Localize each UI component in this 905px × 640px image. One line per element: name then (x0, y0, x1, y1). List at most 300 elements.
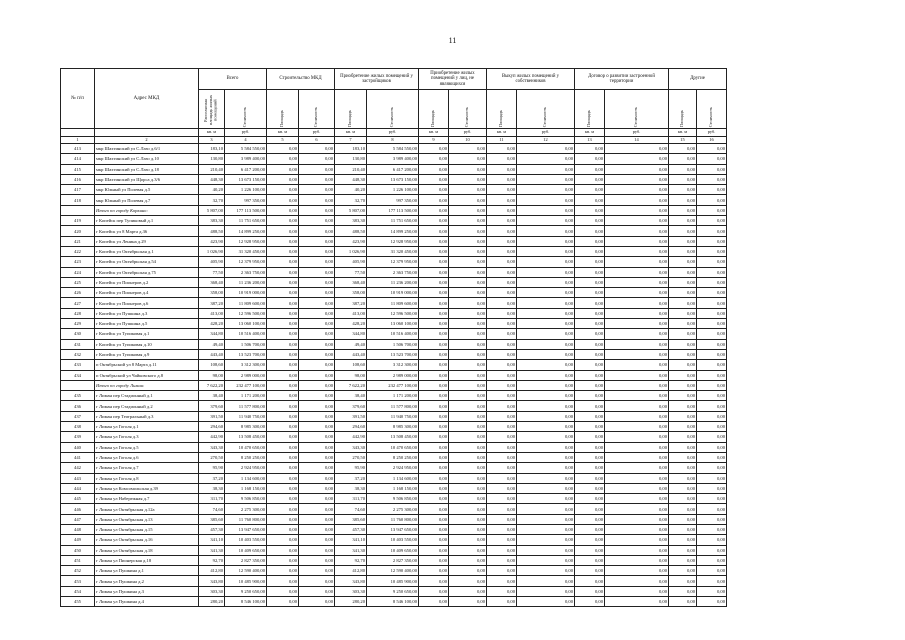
misc-cost: 0,00 (697, 246, 727, 256)
row-number: 451 (61, 555, 95, 565)
row-address: г Лиман ул Октябрьская д.12а (95, 504, 199, 514)
header-sub-label: Стоимость (313, 106, 319, 127)
other-persons-cost: 0,00 (449, 308, 487, 318)
other-persons-area: 0,00 (419, 524, 449, 534)
misc-cost: 0,00 (697, 422, 727, 432)
development-cost: 0,00 (605, 144, 669, 154)
buyout-area: 0,00 (487, 514, 517, 524)
other-persons-cost: 0,00 (449, 411, 487, 421)
other-persons-cost: 0,00 (449, 597, 487, 607)
buyout-cost: 0,00 (517, 586, 575, 596)
construction-area: 0,00 (267, 514, 299, 524)
development-area: 0,00 (575, 185, 605, 195)
buyout-area: 0,00 (487, 205, 517, 215)
row-address: г Копейск ул Пионеров д.6 (95, 298, 199, 308)
other-persons-area: 0,00 (419, 597, 449, 607)
construction-cost: 0,00 (299, 216, 335, 226)
buyout-area: 0,00 (487, 524, 517, 534)
development-cost: 0,00 (605, 205, 669, 215)
row-address: г Копейск ул Октябрьская д.75 (95, 267, 199, 277)
construction-cost: 0,00 (299, 432, 335, 442)
buyout-area: 0,00 (487, 535, 517, 545)
other-persons-cost: 0,00 (449, 555, 487, 565)
total-cost: 232 477 100,00 (225, 380, 267, 390)
buyout-cost: 0,00 (517, 504, 575, 514)
total-cost: 10 470 650,00 (225, 442, 267, 452)
buyout-area: 0,00 (487, 267, 517, 277)
other-persons-area: 0,00 (419, 463, 449, 473)
developer-area: 98,00 (335, 370, 367, 380)
table-row (61, 164, 727, 174)
misc-cost: 0,00 (697, 597, 727, 607)
construction-area: 0,00 (267, 494, 299, 504)
misc-cost: 0,00 (697, 545, 727, 555)
construction-area: 0,00 (267, 504, 299, 514)
developer-cost: 13 508 450,00 (367, 432, 419, 442)
row-number: 431 (61, 339, 95, 349)
header-group-4: Выкуп жилых помещений у собственников (487, 69, 575, 90)
developer-area: 95,90 (335, 463, 367, 473)
row-address: г Лиман ул Пушкина д.4 (95, 597, 199, 607)
total-area: 270,50 (199, 452, 225, 462)
table-row (61, 576, 727, 586)
row-number: 438 (61, 422, 95, 432)
other-persons-area: 0,00 (419, 401, 449, 411)
table-row (61, 566, 727, 576)
development-cost: 0,00 (605, 288, 669, 298)
header-sub-label: Расселяемая площадь жилых помещений (203, 94, 218, 126)
index-cell: 5 (267, 137, 299, 144)
buyout-area: 0,00 (487, 422, 517, 432)
development-cost: 0,00 (605, 545, 669, 555)
other-persons-area: 0,00 (419, 144, 449, 154)
misc-cost: 0,00 (697, 586, 727, 596)
development-cost: 0,00 (605, 422, 669, 432)
table-row (61, 246, 727, 256)
header-num: № п/п (61, 69, 95, 129)
developer-cost: 13 060 100,00 (367, 319, 419, 329)
development-area: 0,00 (575, 555, 605, 565)
developer-area: 344,80 (335, 329, 367, 339)
construction-area: 0,00 (267, 483, 299, 493)
row-number: 422 (61, 246, 95, 256)
developer-cost: 10 409 650,00 (367, 545, 419, 555)
row-number: 436 (61, 401, 95, 411)
construction-cost: 0,00 (299, 494, 335, 504)
misc-area: 0,00 (669, 452, 697, 462)
buyout-area: 0,00 (487, 411, 517, 421)
table-row (61, 319, 727, 329)
other-persons-cost: 0,00 (449, 257, 487, 267)
misc-area: 0,00 (669, 154, 697, 164)
header-sub-7 (449, 90, 487, 129)
misc-area: 0,00 (669, 360, 697, 370)
total-area: 98,00 (199, 370, 225, 380)
construction-cost: 0,00 (299, 504, 335, 514)
row-address: г Копейск ул Тупиковая д.10 (95, 339, 199, 349)
index-cell: 15 (669, 137, 697, 144)
buyout-area: 0,00 (487, 545, 517, 555)
construction-area: 0,00 (267, 267, 299, 277)
developer-area: 488,50 (335, 226, 367, 236)
developer-area: 368,40 (335, 277, 367, 287)
development-cost: 0,00 (605, 535, 669, 545)
buyout-cost: 0,00 (517, 411, 575, 421)
construction-cost: 0,00 (299, 452, 335, 462)
total-area: 210,40 (199, 164, 225, 174)
row-number: 446 (61, 504, 95, 514)
developer-cost: 997 350,00 (367, 195, 419, 205)
row-number: 417 (61, 185, 95, 195)
construction-cost: 0,00 (299, 154, 335, 164)
table-row (61, 339, 727, 349)
total-area: 49,40 (199, 339, 225, 349)
misc-area: 0,00 (669, 185, 697, 195)
misc-cost: 0,00 (697, 174, 727, 184)
row-number: 413 (61, 144, 95, 154)
row-number: 430 (61, 329, 95, 339)
row-address: Итого по городу Коркино: (95, 205, 199, 215)
row-address: г Лиман ул Гоголя д.6 (95, 452, 199, 462)
header-sub-label: Стоимость (542, 106, 548, 127)
buyout-cost: 0,00 (517, 349, 575, 359)
development-area: 0,00 (575, 308, 605, 318)
construction-cost: 0,00 (299, 319, 335, 329)
developer-area: 358,00 (335, 288, 367, 298)
misc-area: 0,00 (669, 288, 697, 298)
development-cost: 0,00 (605, 380, 669, 390)
misc-area: 0,00 (669, 494, 697, 504)
table-row (61, 463, 727, 473)
buyout-cost: 0,00 (517, 195, 575, 205)
other-persons-cost: 0,00 (449, 545, 487, 555)
row-number: 444 (61, 483, 95, 493)
misc-cost: 0,00 (697, 463, 727, 473)
row-address: г Копейск ул Октябрьская д.1 (95, 246, 199, 256)
misc-cost: 0,00 (697, 432, 727, 442)
development-area: 0,00 (575, 370, 605, 380)
other-persons-area: 0,00 (419, 329, 449, 339)
buyout-area: 0,00 (487, 288, 517, 298)
construction-area: 0,00 (267, 236, 299, 246)
other-persons-cost: 0,00 (449, 535, 487, 545)
total-area: 77,50 (199, 267, 225, 277)
header-sub-12 (669, 90, 697, 129)
construction-cost: 0,00 (299, 463, 335, 473)
other-persons-area: 0,00 (419, 154, 449, 164)
developer-area: 443,40 (335, 349, 367, 359)
development-area: 0,00 (575, 267, 605, 277)
development-area: 0,00 (575, 349, 605, 359)
development-area: 0,00 (575, 380, 605, 390)
construction-cost: 0,00 (299, 277, 335, 287)
units-empty-num (61, 129, 95, 137)
developer-cost: 8 250 250,00 (367, 452, 419, 462)
development-cost: 0,00 (605, 185, 669, 195)
construction-cost: 0,00 (299, 535, 335, 545)
header-address: Адрес МКД (95, 69, 199, 129)
construction-cost: 0,00 (299, 401, 335, 411)
other-persons-cost: 0,00 (449, 401, 487, 411)
row-number: 455 (61, 597, 95, 607)
development-area: 0,00 (575, 566, 605, 576)
header-group-0: Всего (199, 69, 267, 90)
development-area: 0,00 (575, 545, 605, 555)
buyout-cost: 0,00 (517, 277, 575, 287)
total-cost: 10 516 400,00 (225, 329, 267, 339)
misc-cost: 0,00 (697, 442, 727, 452)
construction-cost: 0,00 (299, 288, 335, 298)
other-persons-cost: 0,00 (449, 288, 487, 298)
total-area: 38,30 (199, 483, 225, 493)
table-row (61, 586, 727, 596)
buyout-cost: 0,00 (517, 566, 575, 576)
buyout-area: 0,00 (487, 226, 517, 236)
development-cost: 0,00 (605, 494, 669, 504)
total-cost: 11 751 650,00 (225, 216, 267, 226)
developer-cost: 31 320 450,00 (367, 246, 419, 256)
row-address: Итого по городу Лиман: (95, 380, 199, 390)
developer-area: 442,90 (335, 432, 367, 442)
total-cost: 6 417 200,00 (225, 164, 267, 174)
other-persons-area: 0,00 (419, 545, 449, 555)
misc-cost: 0,00 (697, 380, 727, 390)
header-sub-10 (575, 90, 605, 129)
development-area: 0,00 (575, 483, 605, 493)
buyout-area: 0,00 (487, 432, 517, 442)
developer-cost: 11 940 750,00 (367, 411, 419, 421)
table-row (61, 288, 727, 298)
header-sub-5 (367, 90, 419, 129)
row-address: г Лиман ул Пушкина д.3 (95, 586, 199, 596)
misc-area: 0,00 (669, 339, 697, 349)
buyout-cost: 0,00 (517, 298, 575, 308)
misc-cost: 0,00 (697, 267, 727, 277)
other-persons-cost: 0,00 (449, 185, 487, 195)
other-persons-area: 0,00 (419, 349, 449, 359)
construction-area: 0,00 (267, 349, 299, 359)
buyout-cost: 0,00 (517, 174, 575, 184)
buyout-cost: 0,00 (517, 483, 575, 493)
development-area: 0,00 (575, 391, 605, 401)
header-sub-6 (419, 90, 449, 129)
buyout-area: 0,00 (487, 473, 517, 483)
misc-area: 0,00 (669, 576, 697, 586)
total-cost: 12 928 950,00 (225, 236, 267, 246)
development-area: 0,00 (575, 329, 605, 339)
developer-cost: 13 523 700,00 (367, 349, 419, 359)
row-address: г Копейск ул Пионеров д.2 (95, 277, 199, 287)
buyout-area: 0,00 (487, 494, 517, 504)
other-persons-area: 0,00 (419, 576, 449, 586)
development-cost: 0,00 (605, 524, 669, 534)
construction-area: 0,00 (267, 277, 299, 287)
development-area: 0,00 (575, 494, 605, 504)
buyout-cost: 0,00 (517, 339, 575, 349)
construction-cost: 0,00 (299, 473, 335, 483)
row-number: 441 (61, 452, 95, 462)
unit-cell: кв. м (669, 129, 697, 137)
unit-cell: кв. м (575, 129, 605, 137)
header-sub-label: Площадь (430, 109, 436, 127)
buyout-cost: 0,00 (517, 555, 575, 565)
index-cell: 16 (697, 137, 727, 144)
buyout-area: 0,00 (487, 319, 517, 329)
development-area: 0,00 (575, 144, 605, 154)
developer-area: 130,80 (335, 154, 367, 164)
total-cost: 11 940 750,00 (225, 411, 267, 421)
developer-area: 77,50 (335, 267, 367, 277)
development-area: 0,00 (575, 422, 605, 432)
developer-cost: 8 985 300,00 (367, 422, 419, 432)
total-cost: 3 312 300,00 (225, 360, 267, 370)
total-area: 412,80 (199, 566, 225, 576)
misc-area: 0,00 (669, 514, 697, 524)
header-group-1: Строительство МКД (267, 69, 335, 90)
total-cost: 9 506 850,00 (225, 494, 267, 504)
row-address: г Лиман пер Театральный д.3 (95, 411, 199, 421)
other-persons-cost: 0,00 (449, 246, 487, 256)
index-cell: 9 (419, 137, 449, 144)
other-persons-cost: 0,00 (449, 236, 487, 246)
buyout-area: 0,00 (487, 380, 517, 390)
other-persons-area: 0,00 (419, 360, 449, 370)
table-row (61, 483, 727, 493)
other-persons-cost: 0,00 (449, 473, 487, 483)
buyout-area: 0,00 (487, 216, 517, 226)
other-persons-cost: 0,00 (449, 319, 487, 329)
misc-cost: 0,00 (697, 504, 727, 514)
misc-cost: 0,00 (697, 308, 727, 318)
buyout-area: 0,00 (487, 236, 517, 246)
developer-cost: 12 590 400,00 (367, 566, 419, 576)
misc-area: 0,00 (669, 298, 697, 308)
total-cost: 10 409 650,00 (225, 545, 267, 555)
table-row (61, 391, 727, 401)
units-row (61, 129, 727, 137)
misc-area: 0,00 (669, 246, 697, 256)
developer-cost: 1 226 100,00 (367, 185, 419, 195)
development-cost: 0,00 (605, 257, 669, 267)
other-persons-cost: 0,00 (449, 483, 487, 493)
total-cost: 14 899 250,00 (225, 226, 267, 236)
developer-cost: 8 546 100,00 (367, 597, 419, 607)
buyout-area: 0,00 (487, 555, 517, 565)
development-cost: 0,00 (605, 349, 669, 359)
buyout-cost: 0,00 (517, 329, 575, 339)
table-total-row (61, 380, 727, 390)
total-cost: 1 171 200,00 (225, 391, 267, 401)
developer-area: 383,30 (335, 216, 367, 226)
other-persons-area: 0,00 (419, 205, 449, 215)
construction-cost: 0,00 (299, 226, 335, 236)
misc-area: 0,00 (669, 463, 697, 473)
row-address: г Копейск ул Тупиковая д.9 (95, 349, 199, 359)
other-persons-area: 0,00 (419, 555, 449, 565)
buyout-area: 0,00 (487, 586, 517, 596)
developer-cost: 9 250 650,00 (367, 586, 419, 596)
total-area: 387,20 (199, 298, 225, 308)
row-address: мкр Шахтинский ул С.Лазо д.18 (95, 164, 199, 174)
total-cost: 13 673 150,00 (225, 174, 267, 184)
total-cost: 2 363 750,00 (225, 267, 267, 277)
buyout-cost: 0,00 (517, 545, 575, 555)
total-cost: 10 485 900,00 (225, 576, 267, 586)
other-persons-area: 0,00 (419, 226, 449, 236)
misc-cost: 0,00 (697, 236, 727, 246)
construction-area: 0,00 (267, 380, 299, 390)
row-number: 414 (61, 154, 95, 164)
construction-area: 0,00 (267, 535, 299, 545)
buyout-cost: 0,00 (517, 360, 575, 370)
resettlement-table-sheet (60, 68, 727, 607)
construction-cost: 0,00 (299, 308, 335, 318)
row-address: п Октябрьский ул 8 Марта д.11 (95, 360, 199, 370)
total-area: 341,10 (199, 535, 225, 545)
total-cost: 177 113 500,00 (225, 205, 267, 215)
construction-area: 0,00 (267, 463, 299, 473)
construction-area: 0,00 (267, 298, 299, 308)
development-cost: 0,00 (605, 236, 669, 246)
total-cost: 8 546 100,00 (225, 597, 267, 607)
misc-area: 0,00 (669, 555, 697, 565)
table-row (61, 195, 727, 205)
total-area: 442,90 (199, 432, 225, 442)
total-area: 130,80 (199, 154, 225, 164)
other-persons-area: 0,00 (419, 308, 449, 318)
total-cost: 1 134 600,00 (225, 473, 267, 483)
row-address: мкр Шахтинский ул Щорса д.3/6 (95, 174, 199, 184)
table-row (61, 154, 727, 164)
total-cost: 11 577 800,00 (225, 401, 267, 411)
developer-area: 38,40 (335, 391, 367, 401)
table-row (61, 514, 727, 524)
row-address: г Лиман ул Пушкина д.2 (95, 576, 199, 586)
header-group-3: Приобретение жилых помещений у лиц, не являющихся (419, 69, 487, 90)
other-persons-area: 0,00 (419, 586, 449, 596)
total-area: 488,50 (199, 226, 225, 236)
misc-area: 0,00 (669, 432, 697, 442)
buyout-cost: 0,00 (517, 524, 575, 534)
other-persons-cost: 0,00 (449, 494, 487, 504)
construction-area: 0,00 (267, 432, 299, 442)
developer-area: 343,80 (335, 576, 367, 586)
construction-area: 0,00 (267, 566, 299, 576)
row-address: г Лиман ул Пушкина д.1 (95, 566, 199, 576)
development-cost: 0,00 (605, 246, 669, 256)
index-cell: 7 (335, 137, 367, 144)
index-cell: 13 (575, 137, 605, 144)
row-number: 419 (61, 216, 95, 226)
construction-cost: 0,00 (299, 360, 335, 370)
development-area: 0,00 (575, 597, 605, 607)
buyout-area: 0,00 (487, 576, 517, 586)
buyout-cost: 0,00 (517, 319, 575, 329)
other-persons-area: 0,00 (419, 236, 449, 246)
buyout-area: 0,00 (487, 144, 517, 154)
unit-cell: руб. (299, 129, 335, 137)
development-cost: 0,00 (605, 329, 669, 339)
misc-area: 0,00 (669, 535, 697, 545)
development-area: 0,00 (575, 514, 605, 524)
development-cost: 0,00 (605, 555, 669, 565)
total-cost: 997 350,00 (225, 195, 267, 205)
construction-cost: 0,00 (299, 391, 335, 401)
other-persons-cost: 0,00 (449, 267, 487, 277)
table-row (61, 494, 727, 504)
misc-area: 0,00 (669, 205, 697, 215)
developer-cost: 2 827 350,00 (367, 555, 419, 565)
